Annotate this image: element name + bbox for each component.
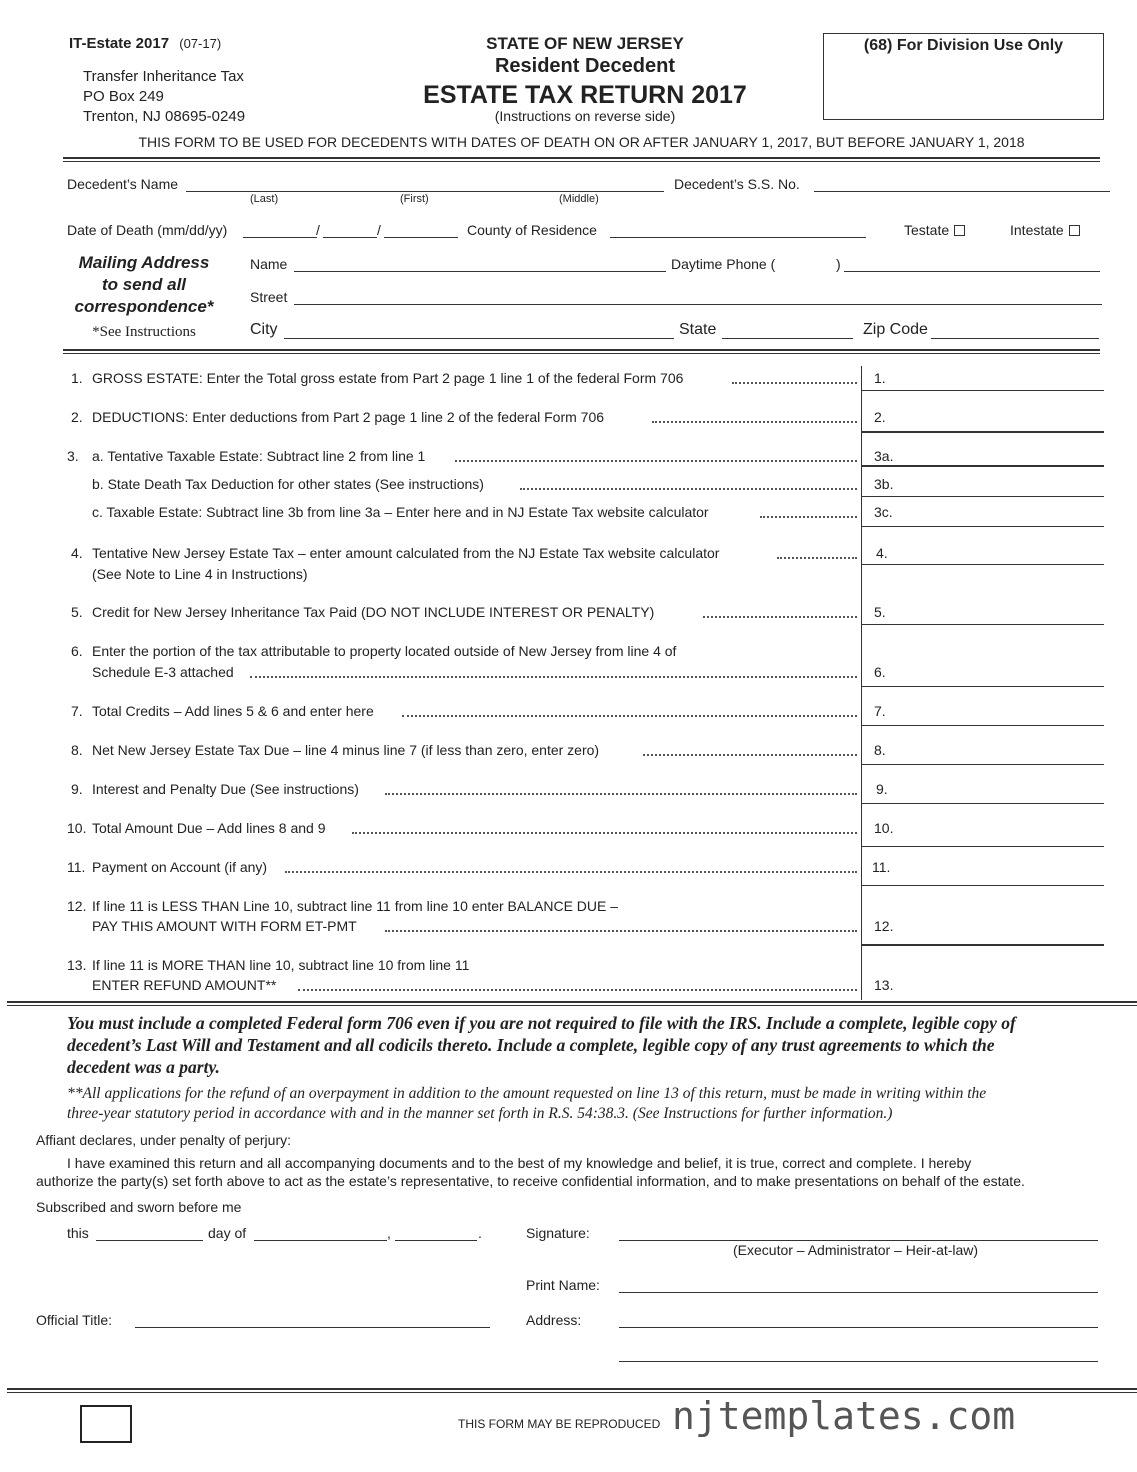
divider (7, 1005, 1137, 1006)
testate-option[interactable]: Testate (904, 222, 965, 238)
line-7-text: Total Credits – Add lines 5 & 6 and enter here (92, 703, 374, 719)
line-6-box-label: 6. (874, 664, 886, 680)
line-number: 6. (71, 643, 83, 659)
form-id: IT-Estate 2017 (07-17) (69, 35, 222, 52)
affidavit-text-1: I have examined this return and all accompanying documents and to the best of my knowledge and belief, it is true, correct and complete. I hereby (67, 1155, 972, 1171)
leader-dots (352, 832, 857, 834)
line-2-text: DEDUCTIONS: Enter deductions from Part 2 page 1 line 2 of the federal Form 706 (92, 409, 605, 425)
line-5-box-label: 5. (874, 604, 886, 620)
line-number: 10. (67, 820, 87, 836)
state-field[interactable] (722, 338, 853, 339)
leader-dots (732, 382, 857, 384)
signature-field[interactable] (619, 1240, 1098, 1241)
line-3b-amount-field[interactable] (862, 496, 1104, 497)
testate-checkbox[interactable] (954, 225, 965, 236)
street-field[interactable] (294, 304, 1102, 305)
day-of-label: day of (208, 1225, 247, 1241)
address-field-1[interactable] (619, 1327, 1098, 1328)
line-3b-box-label: 3b. (874, 476, 894, 492)
dod-day-field[interactable] (323, 237, 377, 238)
address-field-2[interactable] (619, 1361, 1098, 1362)
divider (63, 353, 1100, 354)
county-field[interactable] (610, 237, 866, 238)
line-number: 13. (67, 957, 87, 973)
agency-name: Transfer Inheritance Tax (83, 68, 244, 85)
line-3c-box-label: 3c. (874, 504, 893, 520)
ssn-field[interactable] (814, 191, 1110, 192)
line-13-text: If line 11 is MORE THAN line 10, subtract line 10 from line 11 (92, 957, 470, 973)
print-name-label: Print Name: (526, 1277, 600, 1293)
mailing-name-label: Name (250, 256, 288, 272)
signature-role: (Executor – Administrator – Heir-at-law) (733, 1242, 979, 1258)
leader-dots (385, 930, 857, 932)
leader-dots (760, 516, 857, 518)
amount-column-divider (861, 366, 862, 1000)
leader-dots (777, 557, 857, 559)
street-label: Street (250, 289, 288, 305)
applicability-note: THIS FORM TO BE USED FOR DECEDENTS WITH DATES OF DEATH ON OR AFTER JANUARY 1, 2017, BUT BEFORE JANUARY 1, 2018 (138, 134, 1025, 150)
line-number: 3. (67, 448, 79, 464)
line-4-amount-field[interactable] (862, 564, 1104, 565)
line-10-amount-field[interactable] (862, 846, 1104, 847)
line-3a-text: a. Tentative Taxable Estate: Subtract line 2 from line 1 (92, 448, 426, 464)
line-11-box-label: 11. (872, 859, 891, 875)
line-13-text-cont: ENTER REFUND AMOUNT** (92, 977, 277, 993)
line-7-amount-field[interactable] (862, 725, 1104, 726)
line-1-amount-field[interactable] (862, 390, 1104, 391)
print-name-field[interactable] (619, 1292, 1098, 1293)
period: . (478, 1225, 482, 1241)
line-12-box-label: 12. (874, 918, 894, 934)
leader-dots (455, 460, 857, 462)
leader-dots (285, 871, 857, 873)
divider (63, 161, 1100, 162)
line-8-box-label: 8. (874, 742, 886, 758)
form-revision: (07-17) (179, 36, 222, 51)
phone-close: ) (836, 256, 841, 272)
line-2-amount-field[interactable] (862, 431, 1104, 433)
form-subtitle: Resident Decedent (494, 55, 676, 77)
zip-field[interactable] (931, 338, 1099, 339)
agency-city: Trenton, NJ 08695-0249 (83, 108, 246, 125)
watermark: njtemplates.com (672, 1394, 1016, 1438)
leader-dots (520, 488, 857, 490)
line-number: 11. (67, 859, 86, 875)
date-slash: / (316, 222, 320, 238)
affidavit-text-2: authorize the party(s) set forth above to act as the estate’s representative, to receive confidential information, and to make presentations on behalf of the estate. (36, 1173, 1025, 1189)
date-of-death-label: Date of Death (mm/dd/yy) (67, 222, 228, 238)
line-3c-amount-field[interactable] (862, 526, 1104, 527)
decedent-name-label: Decedent’s Name (67, 176, 179, 192)
line-13-box-label: 13. (874, 977, 894, 993)
sworn-day-field[interactable] (96, 1240, 203, 1241)
divider (7, 1388, 1137, 1390)
line-11-amount-field[interactable] (862, 885, 1104, 886)
this-label: this (67, 1225, 89, 1241)
zip-label: Zip Code (863, 321, 928, 338)
leader-dots (643, 754, 857, 756)
phone-field[interactable] (844, 271, 1100, 272)
line-9-text: Interest and Penalty Due (See instructions) (92, 781, 359, 797)
line-number: 2. (71, 409, 83, 425)
address-label: Address: (526, 1312, 582, 1328)
attachment-requirements: You must include a completed Federal form 706 even if you are not required to file with the IRS. Include a complete, legible copy of decedent’s Last Will and Testament and all codicils thereto. Include a complete, legible copy of any trust agreements to which the decedent was a party. (67, 1013, 1016, 1077)
line-12-amount-field[interactable] (862, 944, 1104, 946)
leader-dots (703, 616, 857, 618)
division-use-label: (68) For Division Use Only (863, 37, 1064, 54)
agency-po-box: PO Box 249 (83, 88, 164, 105)
signature-label: Signature: (526, 1225, 590, 1241)
line-8-text: Net New Jersey Estate Tax Due – line 4 minus line 7 (if less than zero, enter zero) (92, 742, 600, 758)
state-label: State (679, 321, 717, 338)
line-8-amount-field[interactable] (862, 764, 1104, 765)
line-1-box-label: 1. (874, 370, 886, 386)
official-title-label: Official Title: (36, 1312, 112, 1328)
line-5-amount-field[interactable] (862, 624, 1104, 625)
instructions-note: (Instructions on reverse side) (494, 108, 676, 124)
date-slash: / (377, 222, 381, 238)
leader-dots (298, 989, 857, 991)
line-9-box-label: 9. (876, 781, 888, 797)
line-3c-text: c. Taxable Estate: Subtract line 3b from line 3a – Enter here and in NJ Estate Tax website calculator (92, 504, 709, 520)
divider (7, 1001, 1137, 1003)
line-1-text: GROSS ESTATE: Enter the Total gross estate from Part 2 page 1 line 1 of the federal Form 706 (92, 370, 684, 386)
divider (7, 1392, 1137, 1393)
line-3a-amount-field[interactable] (862, 465, 1104, 467)
affiant-declaration: Affiant declares, under penalty of perjury: (36, 1132, 292, 1148)
state-title: STATE OF NEW JERSEY (486, 34, 684, 53)
middle-name-caption: (Middle) (559, 193, 599, 205)
line-5-text: Credit for New Jersey Inheritance Tax Paid (DO NOT INCLUDE INTEREST OR PENALTY) (92, 604, 655, 620)
page-title: ESTATE TAX RETURN 2017 (423, 81, 747, 109)
county-label: County of Residence (467, 222, 597, 238)
line-number: 12. (67, 898, 87, 914)
line-9-amount-field[interactable] (862, 803, 1104, 804)
line-number: 7. (71, 703, 83, 719)
line-10-text: Total Amount Due – Add lines 8 and 9 (92, 820, 326, 836)
line-7-box-label: 7. (874, 703, 886, 719)
line-number: 1. (71, 370, 83, 386)
line-number: 5. (71, 604, 83, 620)
see-instructions-note: *See Instructions (92, 324, 196, 340)
divider (63, 349, 1100, 351)
line-6-text: Enter the portion of the tax attributable to property located outside of New Jersey from line 4 of (92, 643, 677, 659)
sworn-year-field[interactable] (395, 1240, 477, 1241)
leader-dots (250, 676, 857, 678)
sworn-month-field[interactable] (254, 1240, 387, 1241)
line-4-box-label: 4. (876, 545, 888, 561)
last-name-caption: (Last) (250, 193, 279, 205)
dod-year-field[interactable] (384, 237, 458, 238)
intestate-option[interactable]: Intestate (1010, 222, 1080, 238)
dod-month-field[interactable] (243, 237, 317, 238)
first-name-caption: (First) (400, 193, 429, 205)
line-4-note: (See Note to Line 4 in Instructions) (92, 566, 308, 582)
city-field[interactable] (284, 338, 674, 339)
reproduced-note: THIS FORM MAY BE REPRODUCED (458, 1417, 661, 1431)
filing-box (80, 1405, 132, 1443)
refund-notice: **All applications for the refund of an overpayment in addition to the amount requested on line 13 of this return, must be made in writing within the three-year statutory period in accordance with and in the manner set forth in R.S. 54:38.3. (See Instructions for further information.) (67, 1085, 987, 1122)
ssn-label: Decedent’s S.S. No. (674, 176, 800, 192)
division-use-box (823, 33, 1104, 120)
line-number: 9. (71, 781, 83, 797)
line-12-text: If line 11 is LESS THAN Line 10, subtract line 11 from line 10 enter BALANCE DUE – (92, 898, 619, 914)
line-11-text: Payment on Account (if any) (92, 859, 268, 875)
line-4-text: Tentative New Jersey Estate Tax – enter amount calculated from the NJ Estate Tax website calculator (92, 545, 720, 561)
official-title-field[interactable] (135, 1327, 490, 1328)
mailing-name-field[interactable] (294, 271, 666, 272)
leader-dots (402, 715, 857, 717)
line-3a-box-label: 3a. (874, 448, 894, 464)
phone-label: Daytime Phone ( (671, 256, 776, 272)
leader-dots (652, 421, 857, 423)
line-12-text-cont: PAY THIS AMOUNT WITH FORM ET-PMT (92, 918, 357, 934)
comma: , (387, 1225, 391, 1241)
leader-dots (385, 793, 857, 795)
divider (63, 157, 1100, 159)
line-3b-text: b. State Death Tax Deduction for other states (See instructions) (92, 476, 484, 492)
sworn-label: Subscribed and sworn before me (36, 1199, 242, 1215)
line-number: 8. (71, 742, 83, 758)
intestate-checkbox[interactable] (1069, 225, 1080, 236)
mailing-address-heading: Mailing Address to send all correspondence* (74, 253, 214, 316)
line-2-box-label: 2. (874, 409, 886, 425)
city-label: City (250, 321, 278, 338)
line-6-amount-field[interactable] (862, 686, 1104, 687)
decedent-name-field[interactable] (186, 191, 664, 192)
line-10-box-label: 10. (874, 820, 894, 836)
line-6-text-cont: Schedule E-3 attached (92, 664, 234, 680)
line-number: 4. (71, 545, 83, 561)
